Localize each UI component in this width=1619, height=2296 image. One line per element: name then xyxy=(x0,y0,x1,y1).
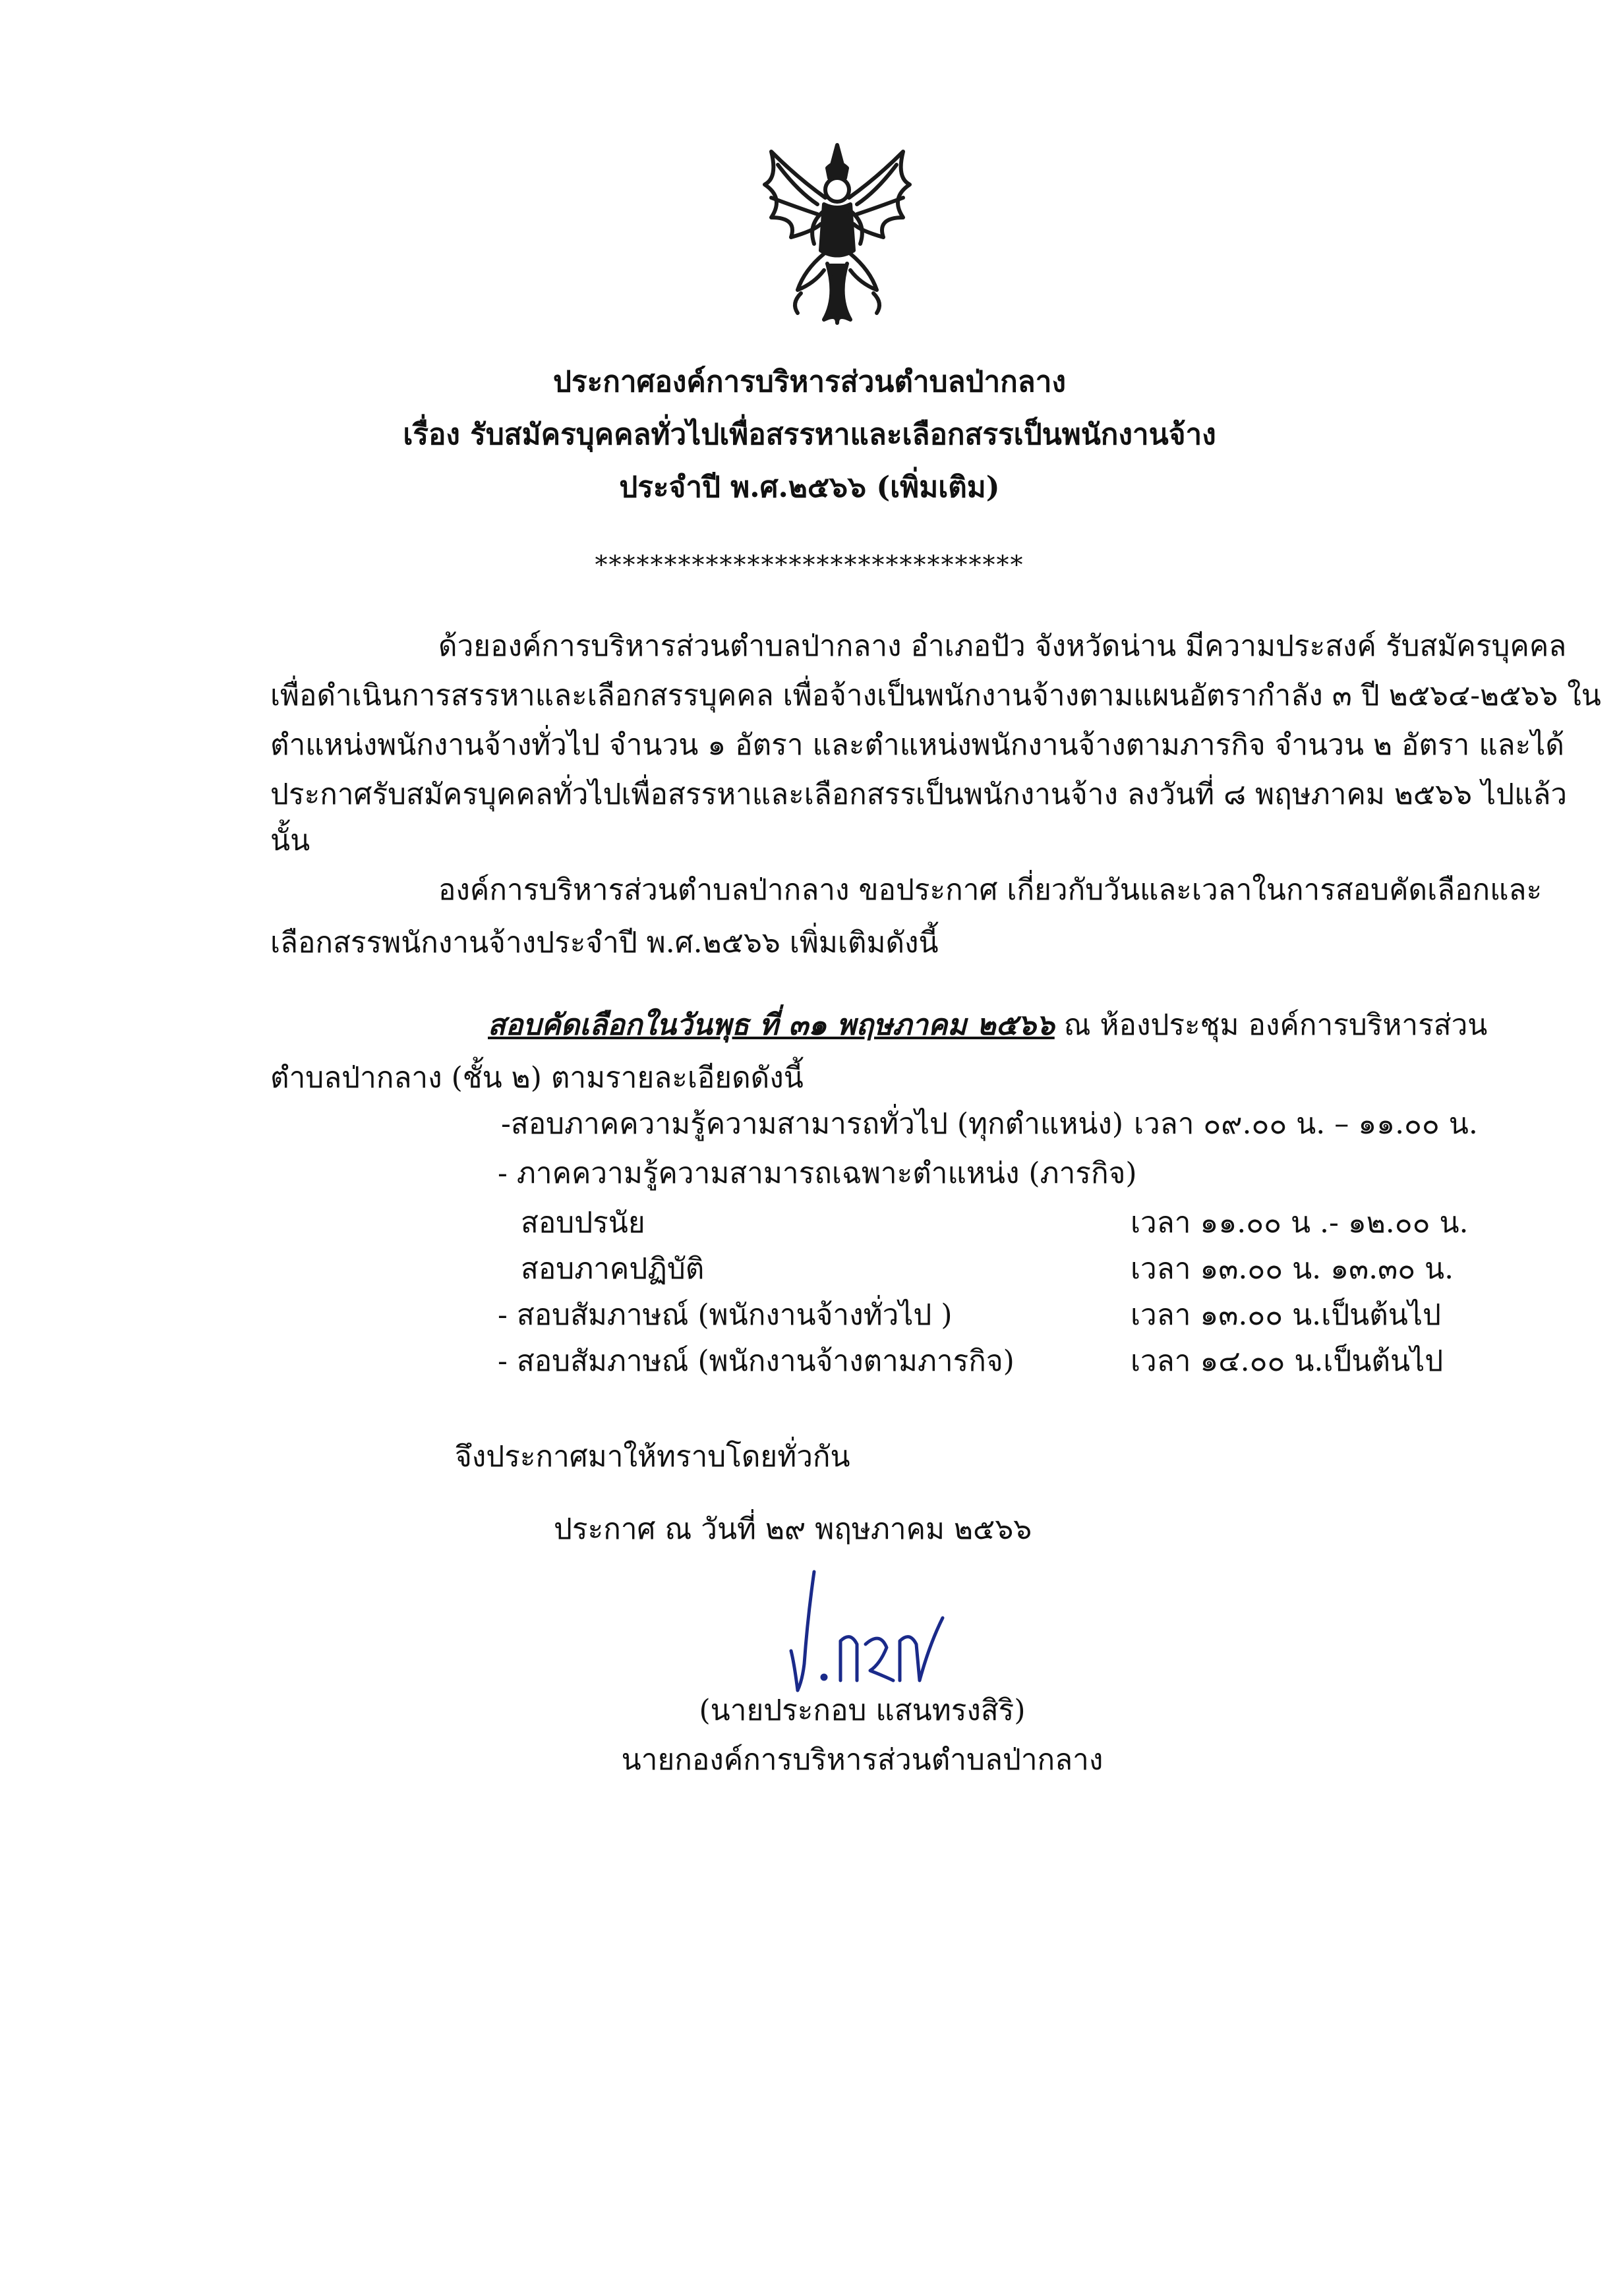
paragraph-2-line-2: เลือกสรรพนักงานจ้างประจำปี พ.ศ.๒๕๖๖ เพิ่มเติมดังนี้ xyxy=(270,926,939,960)
schedule-item-time: เวลา ๐๙.๐๐ น. – ๑๑.๐๐ น. xyxy=(1134,1107,1478,1141)
schedule-item-label: สอบปรนัย xyxy=(521,1206,645,1240)
schedule-item-time: เวลา ๑๓.๐๐ น. ๑๓.๓๐ น. xyxy=(1131,1252,1454,1286)
closing-text: จึงประกาศมาให้ทราบโดยทั่วกัน xyxy=(455,1440,850,1474)
garuda-emblem-icon xyxy=(751,138,923,330)
exam-date-line xyxy=(488,1002,1487,1048)
header-line-2: เรื่อง รับสมัครบุคคลทั่วไปเพื่อสรรหาและเลือกสรรเป็นพนักงานจ้าง xyxy=(403,418,1216,451)
schedule-item-label: - ภาคความรู้ความสามารถเฉพาะตำแหน่ง (ภารกิจ) xyxy=(498,1157,1137,1190)
paragraph-2-line-1: องค์การบริหารส่วนตำบลป่ากลาง ขอประกาศ เกี่ยวกับวันและเวลาในการสอบคัดเลือกและ xyxy=(438,873,1543,907)
signature-handwriting xyxy=(788,1565,959,1697)
schedule-item-time: เวลา ๑๓.๐๐ น.เป็นต้นไป xyxy=(1131,1298,1441,1332)
schedule-item-label: -สอบภาคความรู้ความสามารถทั่วไป (ทุกตำแหน่ง) xyxy=(501,1107,1124,1141)
exam-place: ณ ห้องประชุม องค์การบริหารส่วน xyxy=(1054,1008,1488,1042)
paragraph-1-line-1: ด้วยองค์การบริหารส่วนตำบลป่ากลาง อำเภอปัว จังหวัดน่าน มีความประสงค์ รับสมัครบุคคล xyxy=(438,629,1567,663)
signer-title: นายกองค์การบริหารส่วนตำบลป่ากลาง xyxy=(621,1743,1104,1777)
header-line-1: ประกาศองค์การบริหารส่วนตำบลป่ากลาง xyxy=(553,365,1066,399)
schedule-item-label: - สอบสัมภาษณ์ (พนักงานจ้างทั่วไป ) xyxy=(498,1298,953,1332)
schedule-item-time: เวลา ๑๑.๐๐ น .- ๑๒.๐๐ น. xyxy=(1131,1206,1469,1240)
signer-name: (นายประกอบ แสนทรงสิริ) xyxy=(699,1694,1026,1727)
schedule-item-label: สอบภาคปฏิบัติ xyxy=(521,1252,705,1286)
separator: ******************************* xyxy=(595,550,1024,579)
paragraph-1-line-2: เพื่อดำเนินการสรรหาและเลือกสรรบุคคล เพื่อจ้างเป็นพนักงานจ้างตามแผนอัตรากำลัง ๓ ปี ๒๕๖๔-๒๕๖๖ ใน xyxy=(270,679,1601,712)
schedule-item-label: - สอบสัมภาษณ์ (พนักงานจ้างตามภารกิจ) xyxy=(498,1344,1015,1378)
schedule-item-time: เวลา ๑๔.๐๐ น.เป็นต้นไป xyxy=(1131,1344,1444,1378)
paragraph-1-line-5: นั้น xyxy=(270,824,310,857)
exam-place-line-2: ตำบลป่ากลาง (ชั้น ๒) ตามรายละเอียดดังนี้ xyxy=(270,1061,804,1095)
paragraph-1-line-4: ประกาศรับสมัครบุคคลทั่วไปเพื่อสรรหาและเลือกสรรเป็นพนักงานจ้าง ลงวันที่ ๘ พฤษภาคม ๒๕๖๖ ไปแล้ว xyxy=(270,778,1568,811)
header-line-3: ประจำปี พ.ศ.๒๕๖๖ (เพิ่มเติม) xyxy=(619,471,1000,504)
announce-date: ประกาศ ณ วันที่ ๒๙ พฤษภาคม ๒๕๖๖ xyxy=(554,1512,1032,1546)
exam-date: สอบคัดเลือกในวันพุธ ที่ ๓๑ พฤษภาคม ๒๕๖๖ xyxy=(488,1008,1055,1042)
paragraph-1-line-3: ตำแหน่งพนักงานจ้างทั่วไป จำนวน ๑ อัตรา และตำแหน่งพนักงานจ้างตามภารกิจ จำนวน ๒ อัตรา และได้ xyxy=(270,728,1564,762)
